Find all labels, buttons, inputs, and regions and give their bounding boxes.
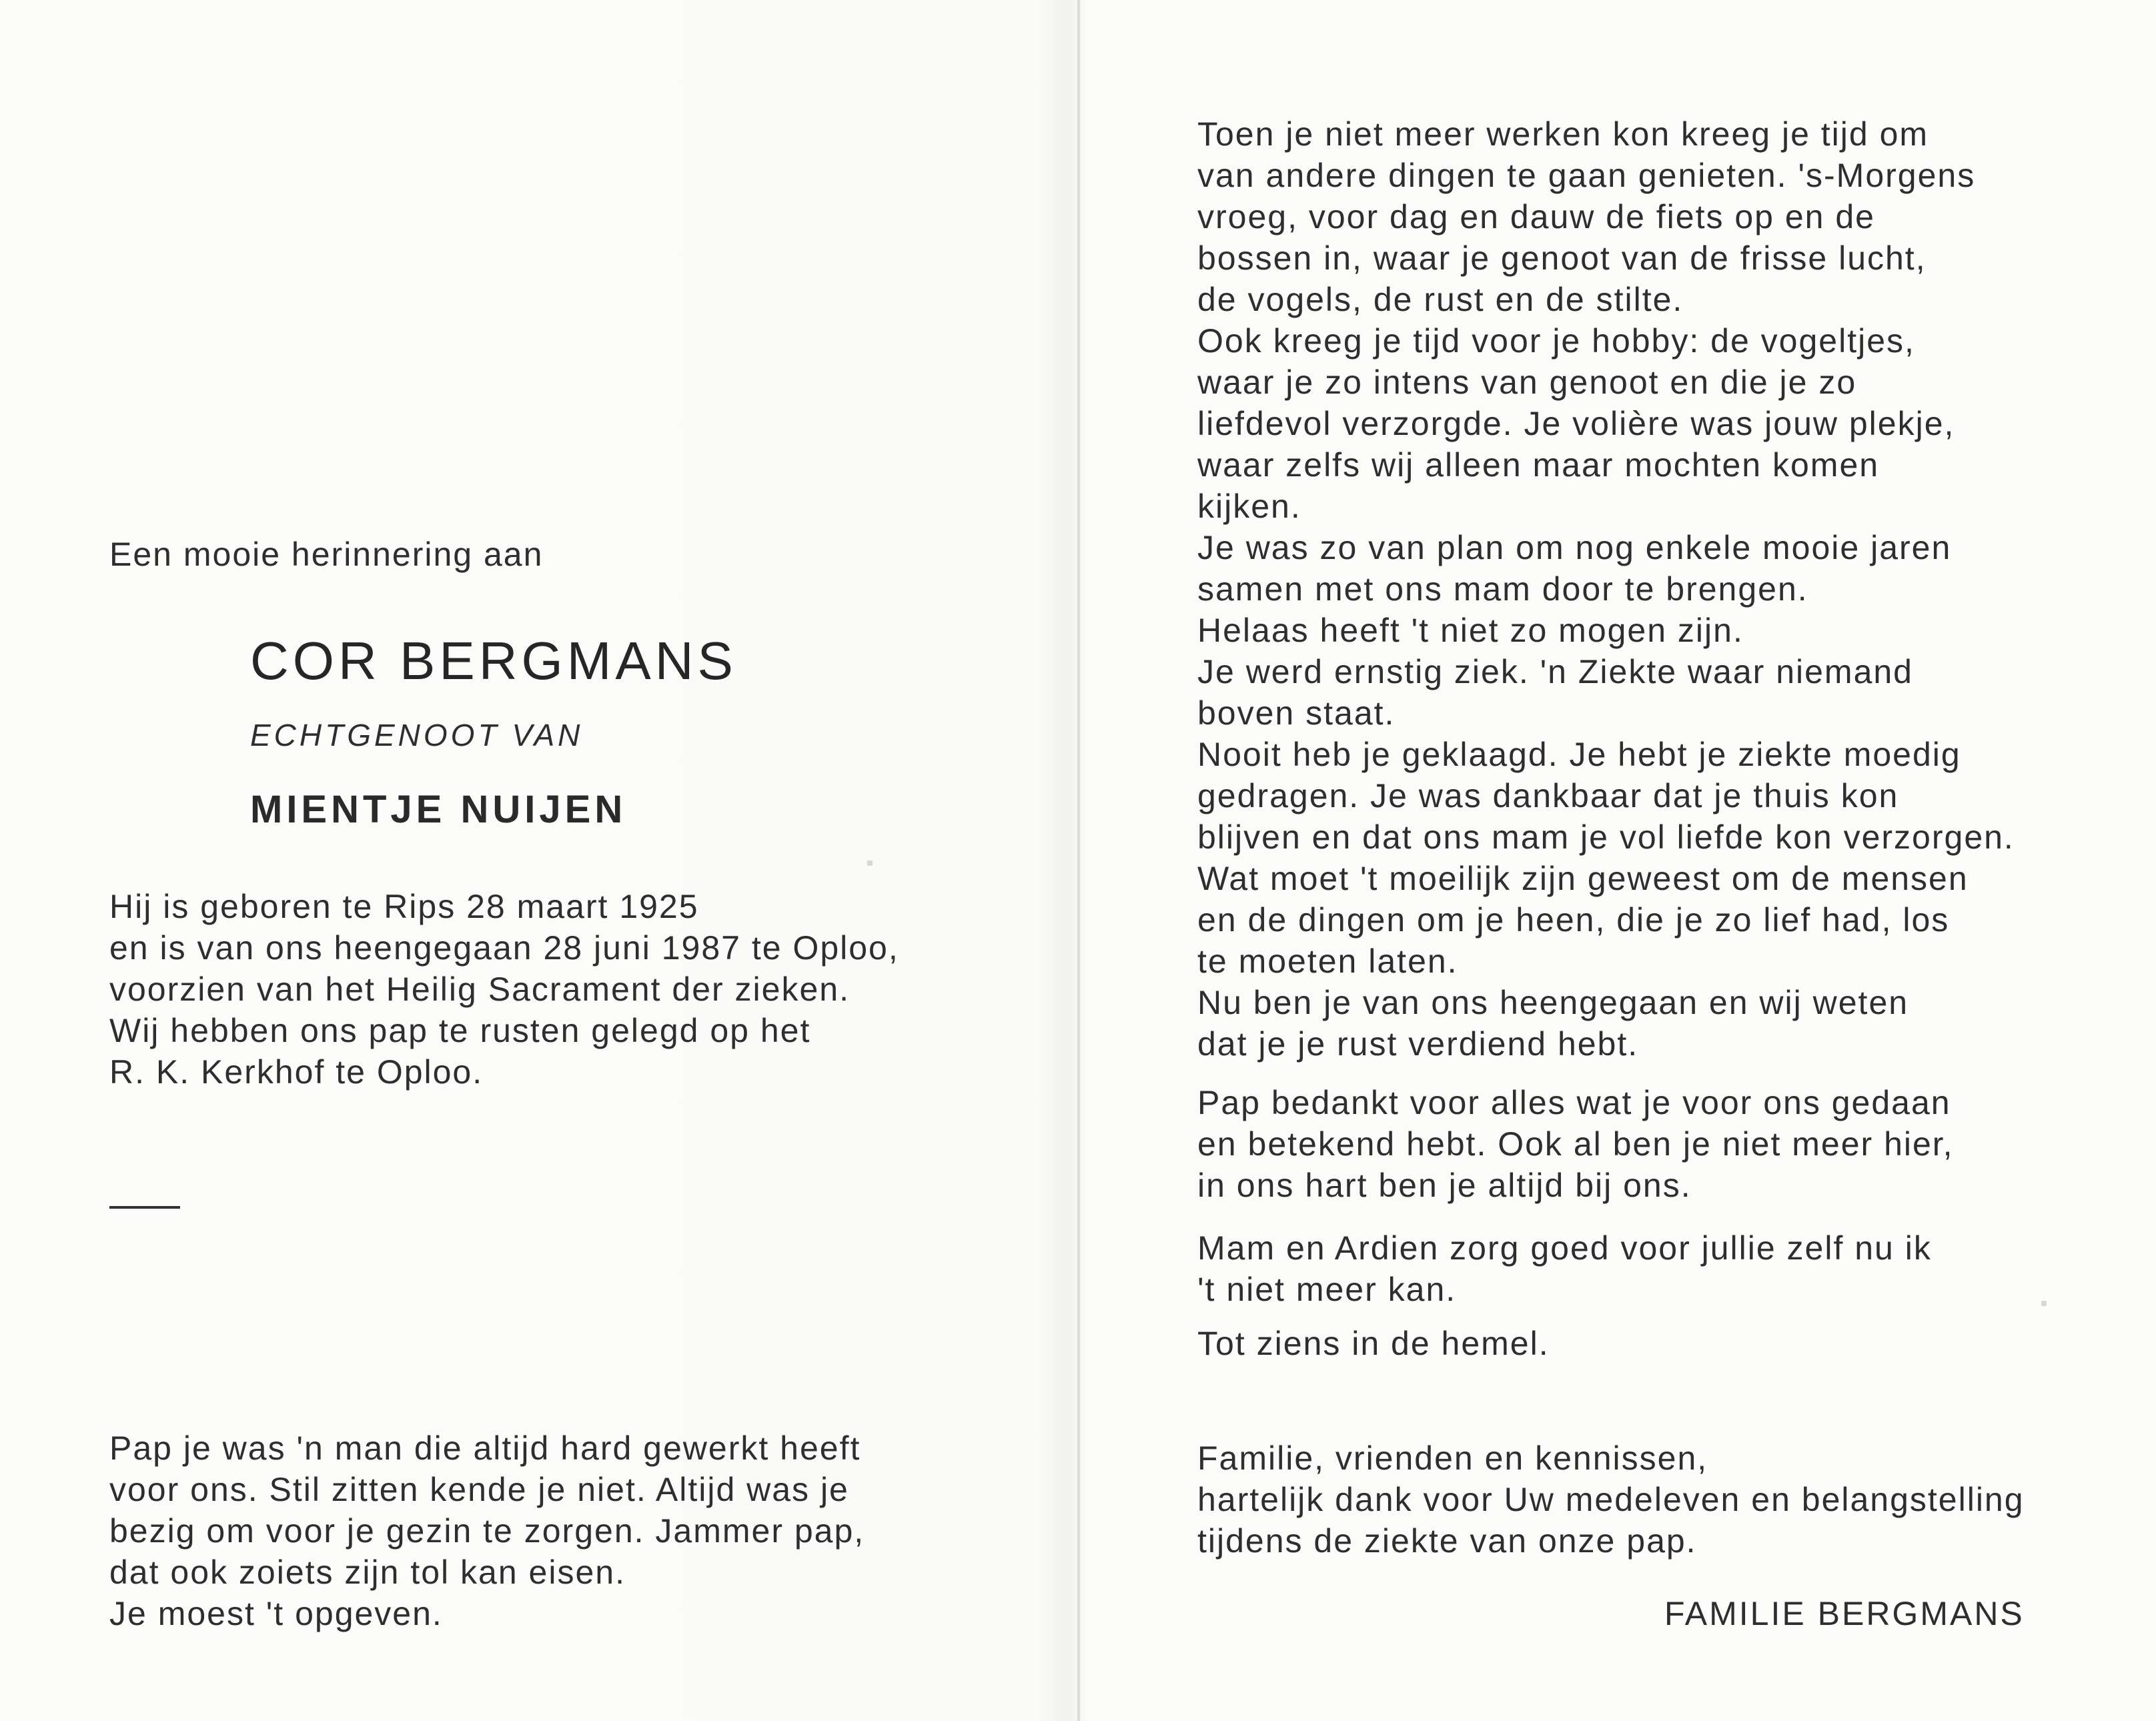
text-line: kijken. — [1197, 488, 1301, 525]
paragraph-mam-ardien — [1197, 1227, 1932, 1310]
bio-line: en is van ons heengegaan 28 juni 1987 te Oploo, — [109, 929, 899, 967]
divider — [109, 1206, 180, 1209]
paragraph-thanks-pap — [1197, 1082, 1954, 1206]
biography — [109, 886, 899, 1093]
text-line: Tot ziens in de hemel. — [1197, 1325, 1550, 1362]
text-line: en de dingen om je heen, die je zo lief had, los — [1197, 901, 1950, 939]
bio-line: R. K. Kerkhof te Oploo. — [109, 1053, 484, 1091]
acknowledgement — [1197, 1438, 2025, 1562]
text-line: en betekend hebt. Ook al ben je niet meer hier, — [1197, 1125, 1954, 1163]
tribute-line: Je moest 't opgeven. — [109, 1595, 443, 1632]
text-line: 't niet meer kan. — [1197, 1271, 1457, 1308]
text-line: Toen je niet meer werken kon kreeg je tijd om — [1197, 115, 1929, 153]
text-line: van andere dingen te gaan genieten. 's-Morgens — [1197, 157, 1976, 194]
text-line: waar zelfs wij alleen maar mochten komen — [1197, 446, 1880, 484]
spouse-name: MIENTJE NUIJEN — [250, 788, 627, 831]
relation-subtitle: ECHTGENOOT VAN — [250, 718, 584, 752]
text-line: blijven en dat ons mam je vol liefde kon verzorgen. — [1197, 818, 2015, 856]
paragraph-farewell — [1197, 1323, 1550, 1364]
text-line: gedragen. Je was dankbaar dat je thuis kon — [1197, 777, 1899, 814]
text-line: bossen in, waar je genoot van de frisse lucht, — [1197, 239, 1927, 277]
text-line: Wat moet 't moeilijk zijn geweest om de mensen — [1197, 860, 1969, 897]
tribute-line: bezig om voor je gezin te zorgen. Jammer pap, — [109, 1512, 865, 1550]
intro-text: Een mooie herinnering aan — [109, 536, 544, 573]
text-line: te moeten laten. — [1197, 943, 1458, 980]
text-line: Nu ben je van ons heengegaan en wij weten — [1197, 984, 1909, 1021]
tribute-text — [109, 1427, 865, 1634]
tribute-line: voor ons. Stil zitten kende je niet. Altijd was je — [109, 1471, 849, 1508]
text-line: tijdens de ziekte van onze pap. — [1197, 1522, 1697, 1560]
text-line: Pap bedankt voor alles wat je voor ons gedaan — [1197, 1084, 1951, 1121]
text-line: samen met ons mam door te brengen. — [1197, 570, 1808, 608]
bio-line: Wij hebben ons pap te rusten gelegd op het — [109, 1012, 811, 1049]
right-page — [1197, 0, 2065, 1721]
text-line: Nooit heb je geklaagd. Je hebt je ziekte moedig — [1197, 736, 1961, 773]
text-line: Je was zo van plan om nog enkele mooie jaren — [1197, 529, 1952, 566]
text-line: vroeg, voor dag en dauw de fiets op en de — [1197, 198, 1875, 235]
text-line: dat je je rust verdiend hebt. — [1197, 1025, 1639, 1063]
bio-line: voorzien van het Heilig Sacrament der zieken. — [109, 971, 850, 1008]
bio-line: Hij is geboren te Rips 28 maart 1925 — [109, 888, 699, 925]
paragraph-memories — [1197, 113, 2015, 1065]
tribute-line: Pap je was 'n man die altijd hard gewerkt heeft — [109, 1429, 861, 1467]
text-line: Je werd ernstig ziek. 'n Ziekte waar niemand — [1197, 653, 1913, 690]
text-line: Helaas heeft 't niet zo mogen zijn. — [1197, 612, 1744, 649]
deceased-name: COR BERGMANS — [250, 631, 737, 690]
text-line: Mam en Ardien zorg goed voor jullie zelf nu ik — [1197, 1229, 1932, 1267]
family-signature: FAMILIE BERGMANS — [1664, 1595, 2025, 1632]
text-line: Ook kreeg je tijd voor je hobby: de vogeltjes, — [1197, 322, 1915, 360]
text-line: waar je zo intens van genoot en die je zo — [1197, 364, 1857, 401]
left-page — [107, 0, 1001, 1721]
text-line: Familie, vrienden en kennissen, — [1197, 1440, 1708, 1477]
text-line: in ons hart ben je altijd bij ons. — [1197, 1167, 1692, 1204]
tribute-line: dat ook zoiets zijn tol kan eisen. — [109, 1554, 626, 1591]
text-line: de vogels, de rust en de stilte. — [1197, 281, 1684, 318]
text-line: liefdevol verzorgde. Je volière was jouw plekje, — [1197, 405, 1955, 442]
text-line: boven staat. — [1197, 694, 1396, 732]
card-fold — [1077, 0, 1080, 1721]
text-line: hartelijk dank voor Uw medeleven en belangstelling — [1197, 1481, 2025, 1518]
